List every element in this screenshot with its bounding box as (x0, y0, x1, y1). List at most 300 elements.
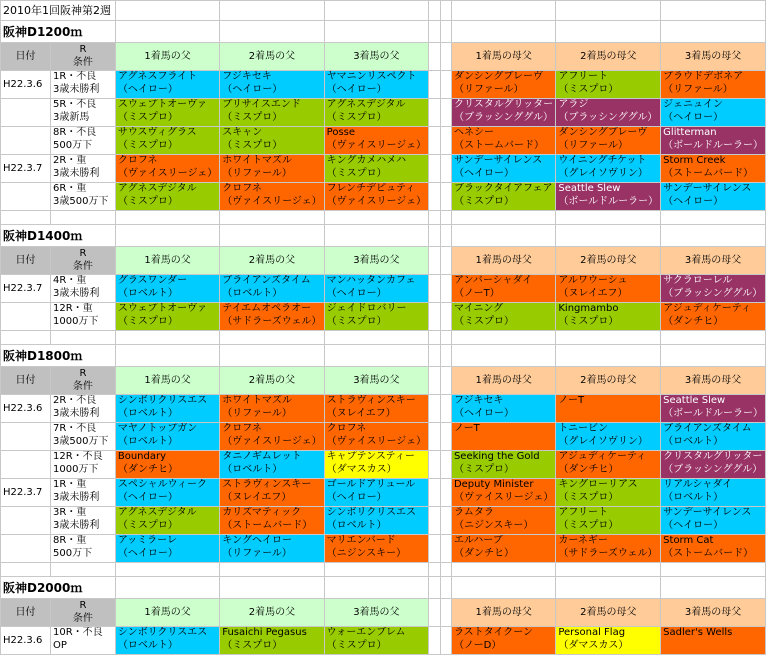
sire-line: （ロベルト） (663, 436, 724, 447)
blank-cell (429, 451, 440, 479)
race-date (1, 507, 51, 535)
race-date (1, 183, 51, 211)
sire-column-header: 2着馬の父 (220, 247, 324, 275)
blank-cell (220, 577, 324, 599)
blank-cell (429, 21, 440, 43)
blank-cell (429, 99, 440, 127)
dam-sire-cell (661, 127, 766, 155)
race-date: H22.3.7 (1, 275, 51, 303)
sire-line: （ストームバード） (222, 520, 313, 531)
blank-cell (556, 225, 661, 247)
title-row (1, 1, 766, 21)
horse-name: カリズマティック (222, 507, 302, 518)
blank-cell (440, 155, 451, 183)
sire-line (558, 408, 658, 421)
sire-line: （ヘイロー） (117, 548, 178, 559)
sire-line: （リファール） (222, 408, 292, 419)
horse-name: アラジ (558, 99, 589, 110)
race-date (1, 99, 51, 127)
sire-cell (324, 275, 428, 303)
horse-name: ラストタイクーン (453, 627, 534, 638)
horse-name: サンデーサイレンス (663, 507, 752, 518)
blank-cell (440, 367, 451, 395)
horse-name: Seattle Slew (663, 395, 726, 406)
horse-name: アグネスデジタル (117, 507, 197, 518)
sire-column-header: 1着馬の父 (115, 367, 219, 395)
dam-sire-cell (451, 535, 555, 563)
condition-label: 条件 (72, 260, 93, 272)
blank-cell (429, 627, 440, 655)
race-date: H22.3.7 (1, 155, 51, 183)
dam-sire-cell (556, 155, 661, 183)
blank-cell (429, 43, 440, 71)
horse-name: フジキセキ (453, 395, 504, 406)
dam-sire-column-header: 3着馬の母父 (661, 43, 766, 71)
blank-cell (115, 21, 219, 43)
sire-line: （ブラッシンググル） (663, 464, 763, 475)
sire-line: （ミスプロ） (453, 464, 514, 475)
horse-name: アフリート (558, 71, 608, 82)
sire-line: （グレイソヴリン） (558, 436, 648, 447)
section-title: 阪神D1800ｍ (1, 345, 116, 367)
sire-column-header: 2着馬の父 (220, 43, 324, 71)
race-number: 3R・重 (52, 507, 87, 518)
horse-name: Glitterman (663, 127, 717, 138)
horse-name: ラムタラ (453, 507, 494, 518)
blank-cell (324, 577, 428, 599)
sire-cell (115, 395, 219, 423)
sire-line: （ダンチヒ） (117, 464, 178, 475)
section-title-row (1, 21, 766, 43)
race-number: 5R・不良 (52, 99, 97, 110)
sire-cell (324, 99, 428, 127)
horse-name: スウェプトオーヴァ (117, 99, 208, 110)
sire-line: （ミスプロ） (558, 84, 619, 95)
horse-name: トニービン (558, 423, 608, 434)
horse-name: ノーT (453, 423, 480, 434)
sire-line: （ストームバード） (663, 168, 754, 179)
blank-cell (440, 99, 451, 127)
sire-line: （ブラッシンググル） (558, 112, 658, 123)
sire-line: （ヘイロー） (453, 168, 514, 179)
horse-name: ブライアンズタイム (222, 275, 311, 286)
table-row (1, 99, 766, 127)
blank-cell (440, 127, 451, 155)
blank-cell (451, 577, 555, 599)
header-row (1, 247, 766, 275)
horse-name: Storm Creek (663, 155, 726, 166)
sire-cell (115, 423, 219, 451)
sire-cell (324, 507, 428, 535)
blank-cell (440, 331, 451, 345)
race-label: R (79, 43, 87, 55)
horse-name: Storm Cat (663, 535, 714, 546)
sire-cell (220, 303, 324, 331)
blank-cell (429, 479, 440, 507)
horse-name: キングヘイロー (222, 535, 292, 546)
sire-cell (220, 99, 324, 127)
sire-cell (115, 479, 219, 507)
blank-cell (429, 275, 440, 303)
horse-name: スキャン (222, 127, 263, 138)
race-number: 7R・不良 (52, 423, 97, 434)
dam-sire-cell (451, 303, 555, 331)
race-date (1, 303, 51, 331)
dam-sire-cell (556, 395, 661, 423)
date-header: 日付 (1, 599, 51, 627)
race-header (50, 599, 115, 627)
dam-sire-cell (556, 627, 661, 655)
race-class: 1000万下 (52, 316, 99, 327)
dam-sire-cell (556, 507, 661, 535)
horse-name: ジェニュイン (663, 99, 723, 110)
sire-line: （ミスプロ） (326, 316, 387, 327)
blank-cell (451, 1, 555, 21)
blank-row (1, 211, 766, 225)
race-class: 3歳500万下 (52, 436, 109, 447)
sire-line: （ミスプロ） (117, 140, 178, 151)
race-date (1, 423, 51, 451)
blank-cell (429, 331, 440, 345)
dam-sire-cell (556, 303, 661, 331)
horse-name: ブラックタイアフェア (453, 183, 553, 194)
horse-name: ホワイトマズル (222, 155, 292, 166)
table-row (1, 275, 766, 303)
race-cell (50, 451, 115, 479)
horse-name: スウェプトオーヴァ (117, 303, 208, 314)
dam-sire-column-header: 1着馬の母父 (451, 599, 555, 627)
horse-name: クロフネ (222, 423, 262, 434)
date-header: 日付 (1, 43, 51, 71)
sire-cell (115, 451, 219, 479)
blank-cell (324, 345, 428, 367)
race-number: 8R・重 (52, 535, 87, 546)
dam-sire-cell (451, 423, 555, 451)
dam-sire-cell (661, 535, 766, 563)
section-title: 阪神D1400ｍ (1, 225, 116, 247)
dam-sire-cell (451, 71, 555, 99)
race-date: H22.3.6 (1, 71, 51, 99)
horse-name: フジキセキ (222, 71, 272, 82)
sire-line: （ヘイロー） (326, 288, 387, 299)
sire-cell (220, 183, 324, 211)
sire-line: （ブラッシンググル） (663, 288, 763, 299)
blank-cell (556, 577, 661, 599)
sire-line: （ヘイロー） (326, 492, 387, 503)
race-cell (50, 507, 115, 535)
race-number: 8R・不良 (52, 127, 97, 138)
dam-sire-cell (556, 423, 661, 451)
blank-cell (50, 331, 115, 345)
race-class: 500万下 (52, 548, 93, 559)
date-header: 日付 (1, 367, 51, 395)
blank-cell (440, 423, 451, 451)
horse-name: ダンシングブレーヴ (453, 71, 543, 82)
race-class: 3歳新馬 (52, 112, 90, 123)
table-row (1, 183, 766, 211)
blank-cell (429, 345, 440, 367)
blank-cell (661, 563, 766, 577)
sire-line: （リファール） (222, 548, 292, 559)
horse-name: アジュディケーティ (558, 451, 647, 462)
race-date: H22.3.6 (1, 395, 51, 423)
sire-line: （ノーT） (453, 288, 500, 299)
blank-cell (115, 225, 219, 247)
sire-line: （ロベルト） (222, 288, 283, 299)
race-cell (50, 155, 115, 183)
sire-line: （ヘイロー） (663, 112, 724, 123)
blank-cell (661, 21, 766, 43)
horse-name: リアルシャダイ (663, 479, 733, 490)
sire-line: （ボールドルーラー） (663, 140, 763, 151)
blank-cell (324, 211, 428, 225)
blank-cell (220, 225, 324, 247)
blank-cell (429, 577, 440, 599)
sire-line: （ミスプロ） (558, 520, 619, 531)
horse-name: アグネスデジタル (117, 183, 197, 194)
blank-cell (50, 211, 115, 225)
blank-cell (556, 331, 661, 345)
blank-cell (429, 507, 440, 535)
horse-name: サンデーサイレンス (663, 183, 752, 194)
blank-cell (556, 211, 661, 225)
sire-line: （ヴァイスリージェ） (326, 436, 427, 447)
horse-name: クロフネ (117, 155, 158, 166)
sire-line (663, 640, 763, 653)
table-row (1, 127, 766, 155)
blank-row (1, 331, 766, 345)
dam-sire-cell (451, 99, 555, 127)
race-class: 3歳500万下 (52, 196, 109, 207)
sire-cell (324, 155, 428, 183)
sire-line: （ヴァイスリージェ） (453, 492, 554, 503)
sire-line: （リファール） (453, 84, 524, 95)
sire-line: （ロベルト） (117, 288, 178, 299)
section-title: 阪神D1200ｍ (1, 21, 116, 43)
table-row (1, 395, 766, 423)
race-number: 4R・重 (52, 275, 87, 286)
blank-cell (440, 71, 451, 99)
sire-cell (324, 395, 428, 423)
blank-cell (429, 367, 440, 395)
blank-cell (1, 331, 51, 345)
sire-line: （ヴァイスリージェ） (222, 436, 322, 447)
horse-name: ウォーエンブレム (326, 627, 406, 638)
blank-cell (440, 627, 451, 655)
horse-name: シンボリクリスエス (326, 507, 417, 518)
horse-name: マンハッタンカフェ (326, 275, 416, 286)
horse-name: ジェイドロバリー (326, 303, 407, 314)
sire-line: （ヴァイスリージェ） (222, 196, 322, 207)
race-number: 12R・重 (52, 303, 93, 314)
blank-cell (324, 563, 428, 577)
blank-cell (440, 345, 451, 367)
section-title: 阪神D2000ｍ (1, 577, 116, 599)
sire-line: （ミスプロ） (326, 112, 387, 123)
sire-line: （ミスプロ） (117, 316, 178, 327)
blank-cell (115, 577, 219, 599)
dam-sire-cell (556, 479, 661, 507)
blank-cell (440, 395, 451, 423)
blank-cell (429, 563, 440, 577)
blank-cell (220, 331, 324, 345)
horse-name: ホワイトマズル (222, 395, 292, 406)
sire-line: （リファール） (558, 140, 628, 151)
dam-sire-cell (451, 451, 555, 479)
sire-line (454, 436, 553, 449)
sire-cell (324, 535, 428, 563)
blank-cell (220, 1, 324, 21)
horse-name: Kingmambo (558, 303, 619, 314)
blank-cell (661, 331, 766, 345)
sire-cell (220, 451, 324, 479)
sire-line: （リファール） (222, 168, 292, 179)
race-cell (50, 479, 115, 507)
race-cell (50, 423, 115, 451)
horse-name: Posse (326, 127, 356, 138)
dam-sire-cell (451, 627, 555, 655)
dam-sire-cell (451, 507, 555, 535)
sire-cell (220, 535, 324, 563)
sire-cell (220, 479, 324, 507)
sire-column-header: 3着馬の父 (324, 43, 428, 71)
dam-sire-column-header: 1着馬の母父 (451, 247, 555, 275)
dam-sire-cell (661, 275, 766, 303)
race-header (50, 43, 115, 71)
race-cell (50, 71, 115, 99)
condition-label: 条件 (72, 380, 93, 392)
sire-line: （ダンチヒ） (453, 548, 515, 559)
sire-line: （ヘイロー） (117, 84, 178, 95)
horse-name: ブリサイスエンド (222, 99, 301, 110)
blank-cell (661, 1, 766, 21)
sire-cell (220, 155, 324, 183)
blank-cell (440, 1, 451, 21)
sire-line: （ダマスカス） (326, 464, 397, 475)
race-number: 2R・重 (52, 155, 87, 166)
table-row (1, 507, 766, 535)
horse-name: キャプテンスティー (326, 451, 415, 462)
blank-cell (429, 225, 440, 247)
sire-cell (324, 479, 428, 507)
blank-cell (451, 21, 555, 43)
sire-line: （サドラーズウェル） (558, 548, 658, 559)
section-title-row (1, 225, 766, 247)
sire-line: （ミスプロ） (453, 316, 514, 327)
blank-cell (1, 563, 51, 577)
horse-name: ブライアンズタイム (663, 423, 752, 434)
sire-line: （ミスプロ） (326, 640, 387, 651)
sire-line: （ボールドルーラー） (663, 408, 763, 419)
dam-sire-cell (451, 275, 555, 303)
horse-name: Fusaichi Pegasus (222, 627, 307, 638)
sire-line: （ヘイロー） (222, 84, 283, 95)
dam-sire-cell (661, 627, 766, 655)
horse-name: ストラヴィンスキー (326, 395, 416, 406)
blank-cell (429, 535, 440, 563)
horse-name: Deputy Minister (453, 479, 534, 490)
sire-line: （ミスプロ） (117, 112, 178, 123)
sire-line: （ニジンスキー） (326, 548, 407, 559)
race-cell (50, 99, 115, 127)
sire-line: （ロベルト） (326, 520, 387, 531)
blank-cell (429, 211, 440, 225)
sire-line: （ヘイロー） (663, 520, 724, 531)
horse-name: マイニング (453, 303, 504, 314)
sire-line: （ストームバード） (663, 548, 754, 559)
sire-cell (324, 183, 428, 211)
sire-line: （ヘイロー） (453, 408, 514, 419)
blank-cell (661, 225, 766, 247)
sire-line: （ミスプロ） (117, 196, 178, 207)
sire-cell (115, 71, 219, 99)
sire-line: （ロベルト） (117, 640, 178, 651)
blank-cell (220, 211, 324, 225)
condition-label: 条件 (72, 56, 93, 68)
horse-name: アグネスフライト (117, 71, 198, 82)
blank-cell (451, 345, 555, 367)
dam-sire-cell (661, 303, 766, 331)
dam-sire-cell (556, 535, 661, 563)
race-date (1, 451, 51, 479)
race-header (50, 247, 115, 275)
table-row (1, 155, 766, 183)
dam-sire-column-header: 2着馬の母父 (556, 367, 661, 395)
sire-column-header: 1着馬の父 (115, 599, 219, 627)
sire-cell (324, 451, 428, 479)
race-number: 12R・不良 (52, 451, 103, 462)
horse-name: タニノギムレット (222, 451, 302, 462)
section-title-row (1, 345, 766, 367)
sire-line: （ニジンスキー） (453, 520, 534, 531)
table-row (1, 535, 766, 563)
sire-line: （ミスプロ） (222, 112, 283, 123)
blank-cell (429, 155, 440, 183)
horse-name: カーネギー (558, 535, 608, 546)
race-date (1, 127, 51, 155)
blank-cell (451, 211, 555, 225)
race-label: R (79, 247, 87, 259)
blank-cell (1, 211, 51, 225)
date-header: 日付 (1, 247, 51, 275)
sire-line: （ダンチヒ） (558, 464, 619, 475)
table-row (1, 303, 766, 331)
sire-cell (115, 99, 219, 127)
sire-cell (115, 507, 219, 535)
table-row (1, 423, 766, 451)
blank-cell (324, 331, 428, 345)
sire-line: （ヘイロー） (117, 492, 178, 503)
sire-cell (220, 423, 324, 451)
sire-line: （ロベルト） (117, 436, 178, 447)
sire-line: （ヴァイスリージェ） (326, 196, 427, 207)
sire-line: （ミスプロ） (558, 492, 619, 503)
blank-cell (440, 563, 451, 577)
sire-cell (220, 127, 324, 155)
blank-cell (115, 1, 219, 21)
dam-sire-cell (556, 451, 661, 479)
sire-column-header: 3着馬の父 (324, 247, 428, 275)
blank-cell (115, 345, 219, 367)
dam-sire-cell (661, 479, 766, 507)
dam-sire-cell (556, 99, 661, 127)
blank-cell (324, 1, 428, 21)
sire-column-header: 3着馬の父 (324, 367, 428, 395)
table-row (1, 71, 766, 99)
horse-name: アッミラーレ (117, 535, 177, 546)
blank-cell (429, 71, 440, 99)
sire-cell (115, 627, 219, 655)
